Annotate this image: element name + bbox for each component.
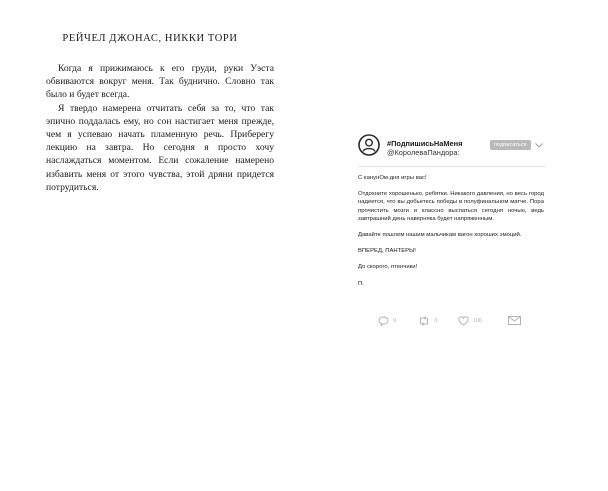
chevron-down-icon[interactable] [535,143,543,148]
reply-action[interactable] [378,316,396,326]
reply-count: 9 [393,318,396,324]
envelope-icon[interactable] [508,316,521,325]
retweet-icon[interactable] [418,316,430,326]
tweet-header [350,126,546,162]
retweet-count: 3 [434,318,437,324]
like-count: 106 [473,318,482,324]
user-info [387,139,462,157]
reply-icon[interactable] [378,316,389,326]
paragraph: Я твердо намерена отчитать себя за то, что так эпично поддалась ему, но сон настигает меня прежде, чем я успеваю начать пламенную речь. Приберегу лекцию на завтра. Но сегодня я просто хочу наслаждаться моментом. Если сожаление намерено избавить меня от этого чувства, этой дряни придется потрудиться. [46,102,274,193]
paragraph: Когда я прижимаюсь к его груди, руки Уэста обвиваются вокруг меня. Так буднично. Словно так было и будет всегда. [46,63,274,101]
book-text [46,62,274,194]
user-avatar-icon[interactable] [358,134,380,156]
tweet-text [358,174,544,296]
tweet-line: Давайте пошлем нашим мальчикам вагон хороших эмоций. [358,232,522,239]
message-action[interactable] [508,316,521,325]
display-name[interactable]: #ПодпишисьНаМеня [387,139,463,148]
tweet-actions [378,316,528,328]
user-handle[interactable]: @КоролеваПандора: [387,148,460,157]
tweet-line: Отдохните хорошенько, ребятки. Никакого давления, но весь город надеется, что вы добьетесь победы в полуфинальном матче. Пора прочистить мозги и классно выспаться сегодня ночью, ведь завтрашний день наверняка будет напряженным. [358,191,544,222]
follow-button[interactable]: подписаться [490,140,531,150]
tweet-line: С канунОм дня игры вас! [358,175,427,181]
divider [358,166,546,167]
tweet-card [350,126,546,336]
running-head: РЕЙЧЕЛ ДЖОНАС, НИККИ ТОРИ [62,33,238,44]
heart-icon[interactable] [458,316,469,326]
retweet-action[interactable] [418,316,437,326]
tweet-line: П. [358,280,364,287]
tweet-line: ВПЕРЕД, ПАНТЕРЫ! [358,248,416,255]
like-action[interactable] [458,316,482,326]
tweet-line: До скорого, птенчики! [358,264,418,271]
